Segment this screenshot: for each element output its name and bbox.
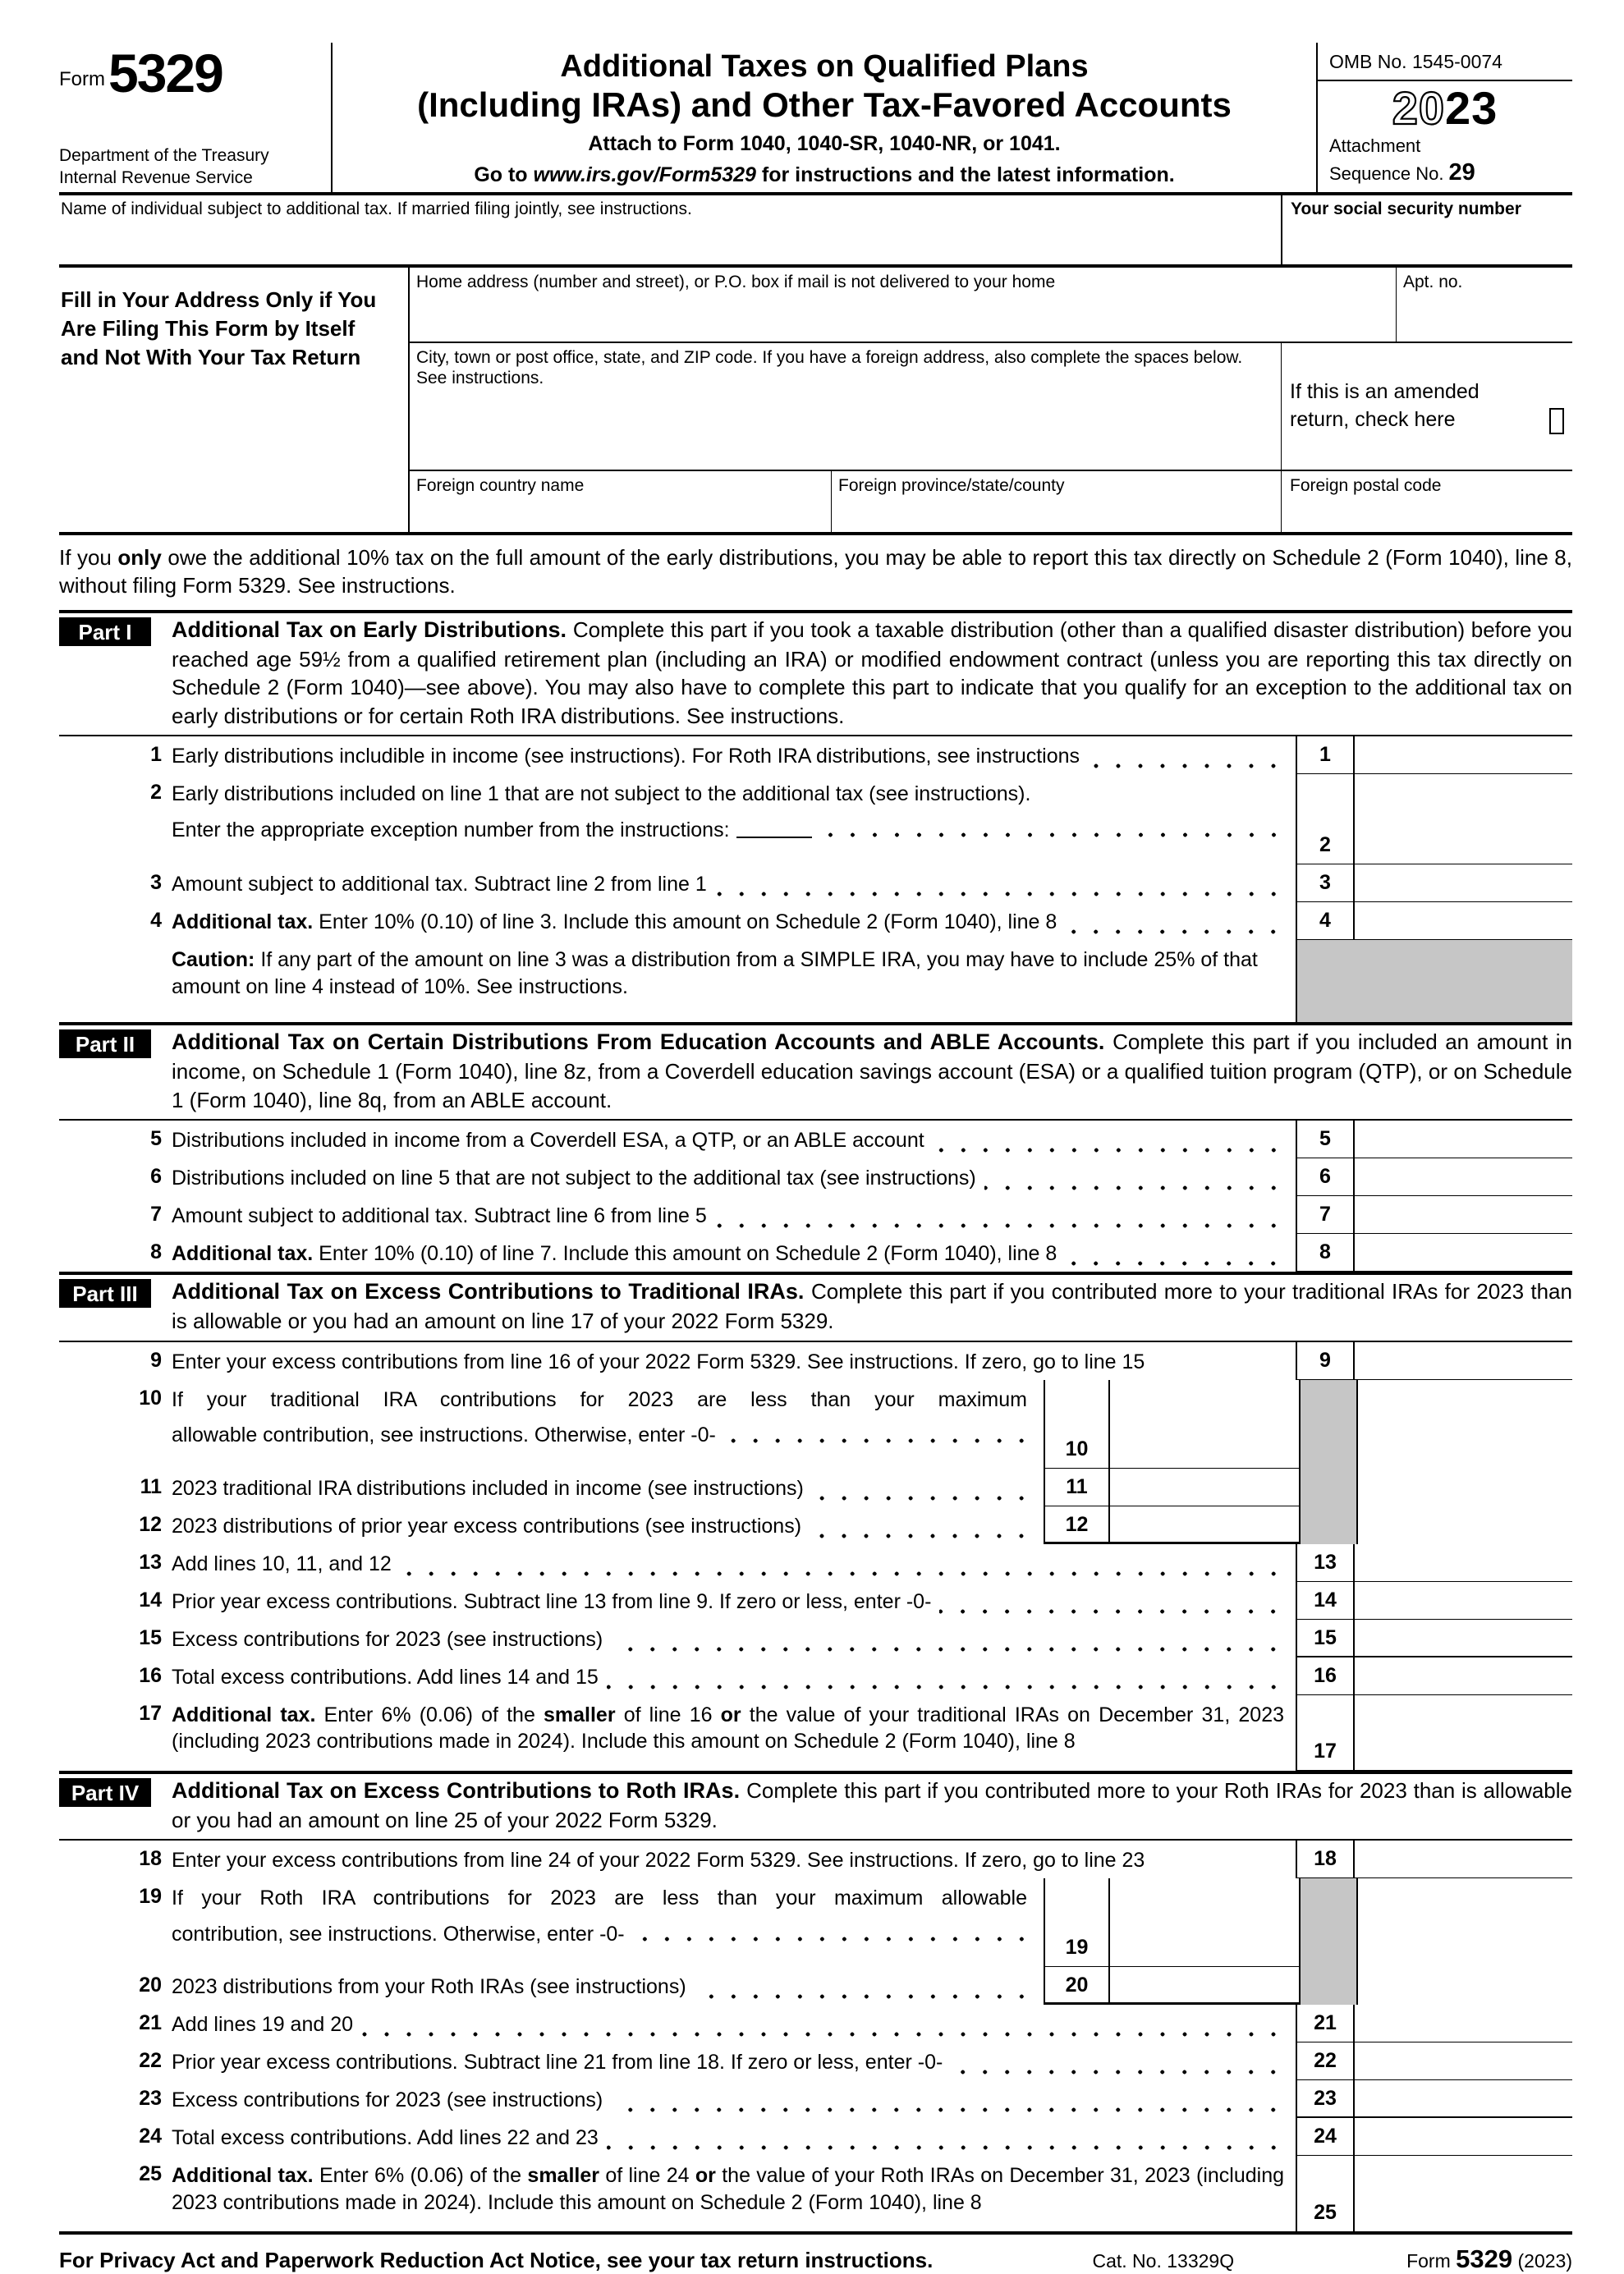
dot-leader bbox=[400, 1557, 1286, 1582]
line-6-text: Distributions included on line 5 that are not subject to the additional tax (see instructions) bbox=[172, 1167, 976, 1190]
line-22-box-number: 22 bbox=[1296, 2042, 1355, 2080]
line-7-row bbox=[59, 1196, 1572, 1234]
foreign-province-input-area[interactable] bbox=[838, 496, 1274, 520]
foreign-postal-field[interactable] bbox=[1281, 471, 1572, 532]
line-9-row bbox=[59, 1342, 1572, 1380]
line-7-number: 7 bbox=[150, 1203, 162, 1226]
line-2-box-number: 2 bbox=[1296, 774, 1355, 864]
line-22-row bbox=[59, 2042, 1572, 2080]
name-input-area[interactable] bbox=[61, 219, 1274, 244]
line-16-text: Total excess contributions. Add lines 14 and 15 bbox=[172, 1665, 599, 1689]
line-21-number: 21 bbox=[139, 2011, 162, 2035]
line-14-text: Prior year excess contributions. Subtract line 13 from line 9. If zero or less, enter -0- bbox=[172, 1589, 932, 1613]
line-19-number: 19 bbox=[139, 1885, 162, 1909]
dot-leader bbox=[695, 1980, 1034, 2005]
line-21-box-number: 21 bbox=[1296, 2005, 1355, 2042]
line-8-bold: Additional tax. bbox=[172, 1242, 314, 1266]
line-19-text2: contribution, see instructions. Otherwise, enter -0- bbox=[172, 1922, 625, 1946]
line-13-row bbox=[59, 1544, 1572, 1582]
line-11-text: 2023 traditional IRA distributions included in income (see instructions) bbox=[172, 1476, 804, 1500]
line-14-row bbox=[59, 1582, 1572, 1620]
attach-instruction: Attach to Form 1040, 1040-SR, 1040-NR, or 1041. bbox=[588, 131, 1061, 155]
line-1-row bbox=[59, 736, 1572, 774]
shaded-cell bbox=[1299, 1967, 1358, 2005]
line-8-amount[interactable] bbox=[1355, 1234, 1572, 1272]
part2-header bbox=[59, 1022, 1572, 1121]
line-18-number: 18 bbox=[139, 1847, 162, 1871]
dot-leader bbox=[611, 1633, 1286, 1657]
line-18-box-number: 18 bbox=[1296, 1841, 1355, 1878]
apt-no-field[interactable] bbox=[1396, 268, 1572, 342]
line-24-number: 24 bbox=[139, 2125, 162, 2148]
line-21-amount[interactable] bbox=[1355, 2005, 1572, 2042]
line-8-box-number: 8 bbox=[1296, 1234, 1355, 1272]
line-12-row bbox=[59, 1506, 1572, 1544]
line-1-box-number: 1 bbox=[1296, 736, 1355, 774]
foreign-country-input-area[interactable] bbox=[416, 496, 824, 520]
part3-label: Part III bbox=[59, 1279, 151, 1308]
line-10-number: 10 bbox=[139, 1386, 162, 1410]
line-23-text: Excess contributions for 2023 (see instructions) bbox=[172, 2088, 603, 2112]
line-21-row bbox=[59, 2005, 1572, 2042]
amended-return-cell bbox=[1281, 343, 1572, 470]
part1-header bbox=[59, 610, 1572, 737]
line-15-text: Excess contributions for 2023 (see instructions) bbox=[172, 1627, 603, 1651]
line-8-row bbox=[59, 1234, 1572, 1272]
line-3-amount[interactable] bbox=[1355, 864, 1572, 902]
line-24-amount[interactable] bbox=[1355, 2118, 1572, 2156]
dot-leader bbox=[611, 2093, 1286, 2118]
name-label: Name of individual subject to additional tax. If married filing jointly, see instructions. bbox=[61, 199, 692, 218]
line-14-box-number: 14 bbox=[1296, 1582, 1355, 1620]
dot-leader bbox=[607, 1671, 1286, 1695]
line-4-box-number: 4 bbox=[1296, 902, 1355, 940]
line-23-amount[interactable] bbox=[1355, 2080, 1572, 2118]
line-8-number: 8 bbox=[150, 1240, 162, 1264]
line-3-row bbox=[59, 864, 1572, 902]
catalog-number: Cat. No. 13329Q bbox=[1092, 2250, 1235, 2272]
omb-block bbox=[1316, 43, 1572, 192]
dot-leader bbox=[810, 1520, 1034, 1544]
line-20-box-number: 20 bbox=[1044, 1967, 1110, 2005]
line-16-amount[interactable] bbox=[1355, 1657, 1572, 1695]
line-20-number: 20 bbox=[139, 1974, 162, 1997]
line-2-number: 2 bbox=[150, 781, 162, 805]
line-3-box-number: 3 bbox=[1296, 864, 1355, 902]
line-2-text1: Early distributions included on line 1 that are not subject to the additional tax (see instructions). bbox=[172, 782, 1031, 806]
dot-leader bbox=[984, 1171, 1286, 1196]
line-1-number: 1 bbox=[150, 743, 162, 767]
ssn-input-area[interactable] bbox=[1291, 219, 1572, 244]
line-15-box-number: 15 bbox=[1296, 1620, 1355, 1657]
line-20-row bbox=[59, 1967, 1572, 2005]
dot-leader bbox=[1088, 750, 1286, 774]
dot-leader bbox=[1065, 1247, 1286, 1272]
line-18-amount[interactable] bbox=[1355, 1841, 1572, 1878]
dot-leader bbox=[607, 2131, 1286, 2156]
exception-number-blank[interactable] bbox=[736, 817, 812, 838]
line-13-box-number: 13 bbox=[1296, 1544, 1355, 1582]
line-19-box-number: 19 bbox=[1044, 1878, 1110, 1967]
apt-no-input-area[interactable] bbox=[1403, 292, 1572, 317]
line-14-amount[interactable] bbox=[1355, 1582, 1572, 1620]
dot-leader bbox=[939, 1595, 1286, 1620]
line-16-number: 16 bbox=[139, 1663, 162, 1687]
line-17-text: Additional tax. Enter 6% (0.06) of the smaller of line 16 or the value of your traditional IRAs on December 31, 2023 (including 2023 contributions made in 2024). Include this amount on Schedule 2 (Form 1040), line 8 bbox=[172, 1703, 1285, 1754]
line-9-amount[interactable] bbox=[1355, 1342, 1572, 1380]
amended-return-checkbox[interactable] bbox=[1549, 408, 1564, 434]
line-10-box-number: 10 bbox=[1044, 1380, 1110, 1469]
line-15-amount[interactable] bbox=[1355, 1620, 1572, 1657]
line-4-text: Enter 10% (0.10) of line 3. Include this amount on Schedule 2 (Form 1040), line 8 bbox=[313, 910, 1057, 934]
part1-description: Additional Tax on Early Distributions. Complete this part if you took a taxable distribution (other than a qualified disaster distribution) before you reached age 59½ from a qualified retirement plan (including an IRA) or modified endowment contract (unless you are reporting this tax directly on Schedule 2 (Form 1040)—see above). You may also have to complete this part to indicate that you qualify for an exception to the additional tax on early distributions or for certain Roth IRA distributions. See instructions. bbox=[172, 617, 1572, 728]
line-25-box-number: 25 bbox=[1296, 2156, 1355, 2231]
line-17-box-number: 17 bbox=[1296, 1695, 1355, 1771]
dot-leader bbox=[724, 1424, 1034, 1449]
line-16-row bbox=[59, 1657, 1572, 1695]
line-10-text2: allowable contribution, see instructions. Otherwise, enter -0- bbox=[172, 1424, 716, 1447]
line-4-amount[interactable] bbox=[1355, 902, 1572, 940]
caution-row bbox=[59, 940, 1572, 1022]
dept-treasury: Department of the Treasury bbox=[59, 146, 269, 166]
shaded-cell bbox=[1299, 1469, 1358, 1506]
dot-leader bbox=[715, 1209, 1286, 1234]
dot-leader bbox=[1065, 915, 1286, 940]
line-11-row bbox=[59, 1469, 1572, 1506]
line-9-text: Enter your excess contributions from line 16 of your 2022 Form 5329. See instructions. If zero, go to line 15 bbox=[172, 1350, 1145, 1373]
line-7-box-number: 7 bbox=[1296, 1196, 1355, 1234]
city-state-zip-label: City, town or post office, state, and ZIP code. If you have a foreign address, also complete the spaces below. See instructions. bbox=[416, 347, 1243, 388]
line-1-amount[interactable] bbox=[1355, 736, 1572, 774]
caution-text: If any part of the amount on line 3 was a distribution from a SIMPLE IRA, you may have to include 25% of that amount on line 4 instead of 10%. See instructions. bbox=[172, 948, 1258, 998]
line-24-box-number: 24 bbox=[1296, 2118, 1355, 2156]
line-22-amount[interactable] bbox=[1355, 2042, 1572, 2080]
line-25-number: 25 bbox=[139, 2162, 162, 2186]
line-23-number: 23 bbox=[139, 2087, 162, 2111]
line-8-text: Enter 10% (0.10) of line 7. Include this amount on Schedule 2 (Form 1040), line 8 bbox=[313, 1242, 1057, 1266]
form-title-line2: (Including IRAs) and Other Tax-Favored Accounts bbox=[417, 85, 1232, 124]
goto-instruction[interactable]: Go to www.irs.gov/Form5329 for instructions and the latest information. bbox=[474, 163, 1175, 186]
line-25-text: Additional tax. Enter 6% (0.06) of the smaller of line 24 or the value of your Roth IRAs on December 31, 2023 (including 2023 contributions made in 2024). Include this amount on Schedule 2 (Form 1040), line 8 bbox=[172, 2164, 1285, 2214]
line-4-row bbox=[59, 902, 1572, 940]
dot-leader bbox=[633, 1923, 1034, 1947]
address-block bbox=[59, 268, 1572, 535]
line-11-amount[interactable] bbox=[1110, 1469, 1299, 1506]
attachment-sequence: Attachment Sequence No. 29 bbox=[1329, 135, 1475, 186]
line-13-number: 13 bbox=[139, 1550, 162, 1574]
form-word: Form bbox=[59, 67, 105, 90]
foreign-postal-label: Foreign postal code bbox=[1290, 475, 1442, 495]
line-24-row bbox=[59, 2118, 1572, 2156]
line-3-number: 3 bbox=[150, 871, 162, 895]
line-6-row bbox=[59, 1158, 1572, 1196]
foreign-country-label: Foreign country name bbox=[416, 475, 585, 495]
line-7-amount[interactable] bbox=[1355, 1196, 1572, 1234]
part2-description: Additional Tax on Certain Distributions From Education Accounts and ABLE Accounts. Complete this part if you included an amount in income, on Schedule 1 (Form 1040), line 8z, from a Coverdell education savings account (ESA) or a qualified tuition program (QTP), or on Schedule 1 (Form 1040), line 8q, from an ABLE account. bbox=[172, 1029, 1572, 1112]
line-23-box-number: 23 bbox=[1296, 2080, 1355, 2118]
line-16-box-number: 16 bbox=[1296, 1657, 1355, 1695]
line-5-box-number: 5 bbox=[1296, 1121, 1355, 1158]
dot-leader bbox=[361, 2018, 1286, 2042]
part4-header bbox=[59, 1771, 1572, 1841]
dept-irs: Internal Revenue Service bbox=[59, 167, 253, 187]
caution-bold: Caution: bbox=[172, 948, 255, 972]
form-title-line1: Additional Taxes on Qualified Plans bbox=[560, 49, 1089, 84]
line-9-box-number: 9 bbox=[1296, 1342, 1355, 1380]
dot-leader bbox=[820, 818, 1286, 843]
name-field[interactable] bbox=[59, 195, 1281, 264]
omb-number: OMB No. 1545-0074 bbox=[1318, 43, 1572, 81]
line-5-amount[interactable] bbox=[1355, 1121, 1572, 1158]
foreign-postal-input-area[interactable] bbox=[1290, 496, 1572, 520]
line-23-row bbox=[59, 2080, 1572, 2118]
dot-leader bbox=[812, 1482, 1034, 1506]
line-7-text: Amount subject to additional tax. Subtract line 6 from line 5 bbox=[172, 1204, 707, 1228]
address-fields bbox=[408, 268, 1572, 532]
line-12-box-number: 12 bbox=[1044, 1506, 1110, 1544]
part3-description: Additional Tax on Excess Contributions to Traditional IRAs. Complete this part if you contributed more to your traditional IRAs for 2023 than is allowable or you had an amount on line 17 of your 2022 Form 5329. bbox=[172, 1279, 1572, 1334]
part4-description: Additional Tax on Excess Contributions to Roth IRAs. Complete this part if you contributed more to your Roth IRAs for 2023 than is allowable or you had an amount on line 25 of your 2022 Form 5329. bbox=[172, 1777, 1572, 1832]
line-6-box-number: 6 bbox=[1296, 1158, 1355, 1196]
dot-leader bbox=[933, 1134, 1286, 1158]
line-12-number: 12 bbox=[139, 1512, 162, 1536]
line-21-text: Add lines 19 and 20 bbox=[172, 2013, 354, 2037]
address-sidebar-note: Fill in Your Address Only if You Are Filing This Form by Itself and Not With Your Tax Return bbox=[61, 287, 377, 370]
line-13-text: Add lines 10, 11, and 12 bbox=[172, 1552, 392, 1575]
line-25-row bbox=[59, 2156, 1572, 2231]
line-18-text: Enter your excess contributions from line 24 of your 2022 Form 5329. See instructions. If zero, go to line 23 bbox=[172, 1849, 1145, 1873]
line-19-text1: If your Roth IRA contributions for 2023 are less than your maximum allowable bbox=[172, 1887, 1027, 1910]
line-22-text: Prior year excess contributions. Subtract line 21 from line 18. If zero or less, enter -0- bbox=[172, 2051, 943, 2075]
form-header bbox=[59, 43, 1572, 195]
line-3-text: Amount subject to additional tax. Subtract line 2 from line 1 bbox=[172, 873, 707, 896]
shaded-cell bbox=[1299, 1380, 1358, 1469]
line-2-row bbox=[59, 774, 1572, 864]
shaded-cell bbox=[1299, 1506, 1358, 1544]
ssn-label: Your social security number bbox=[1291, 199, 1521, 218]
form-number-block bbox=[59, 43, 333, 192]
line-19-row bbox=[59, 1878, 1572, 1967]
part4-label: Part IV bbox=[59, 1778, 151, 1807]
home-address-input-area[interactable] bbox=[416, 292, 1389, 317]
form-footer bbox=[59, 2231, 1572, 2274]
form-number: 5329 bbox=[108, 43, 222, 103]
line-25-amount[interactable] bbox=[1355, 2156, 1572, 2231]
identity-row bbox=[59, 195, 1572, 268]
line-19-amount[interactable] bbox=[1110, 1878, 1299, 1967]
line-4-bold: Additional tax. bbox=[172, 910, 314, 934]
line-12-amount[interactable] bbox=[1110, 1506, 1299, 1544]
footer-form-id: Form 5329 (2023) bbox=[1406, 2244, 1572, 2274]
line-22-number: 22 bbox=[139, 2049, 162, 2073]
line-2-text2: Enter the appropriate exception number from the instructions: bbox=[172, 818, 730, 841]
city-state-zip-field[interactable] bbox=[410, 343, 1281, 470]
foreign-province-field[interactable] bbox=[831, 471, 1281, 532]
ssn-field[interactable] bbox=[1281, 195, 1572, 264]
line-11-number: 11 bbox=[140, 1474, 162, 1498]
part2-label: Part II bbox=[59, 1029, 151, 1058]
line-1-text: Early distributions includible in income (see instructions). For Roth IRA distributions, see instructions bbox=[172, 745, 1080, 768]
line-15-row bbox=[59, 1620, 1572, 1657]
privacy-notice: For Privacy Act and Paperwork Reduction Act Notice, see your tax return instructions. bbox=[59, 2248, 934, 2273]
amended-return-label: If this is an amended return, check here bbox=[1290, 380, 1479, 431]
line-6-amount[interactable] bbox=[1355, 1158, 1572, 1196]
intro-paragraph: If you only owe the additional 10% tax on the full amount of the early distributions, you may be able to report this tax directly on Schedule 2 (Form 1040), line 8, without filing Form 5329. See instructions. bbox=[59, 544, 1572, 598]
shaded-cell bbox=[1296, 940, 1572, 1022]
part1-label: Part I bbox=[59, 617, 151, 646]
line-9-number: 9 bbox=[150, 1348, 162, 1372]
city-state-zip-input-area[interactable] bbox=[416, 388, 1274, 413]
line-18-row bbox=[59, 1841, 1572, 1878]
line-4-number: 4 bbox=[150, 909, 162, 933]
tax-year: 2023 bbox=[1392, 82, 1498, 134]
line-17-number: 17 bbox=[139, 1701, 162, 1725]
line-14-number: 14 bbox=[139, 1588, 162, 1612]
foreign-country-field[interactable] bbox=[410, 471, 831, 532]
dot-leader bbox=[715, 878, 1286, 902]
form-title-block bbox=[333, 43, 1316, 192]
line-10-amount[interactable] bbox=[1110, 1380, 1299, 1469]
line-20-amount[interactable] bbox=[1110, 1967, 1299, 2005]
shaded-cell bbox=[1299, 1878, 1358, 1967]
line-5-number: 5 bbox=[150, 1127, 162, 1151]
dot-leader bbox=[951, 2056, 1286, 2080]
line-11-box-number: 11 bbox=[1044, 1469, 1110, 1506]
line-17-amount[interactable] bbox=[1355, 1695, 1572, 1771]
line-12-text: 2023 distributions of prior year excess contributions (see instructions) bbox=[172, 1514, 802, 1538]
part3-header bbox=[59, 1272, 1572, 1341]
line-6-number: 6 bbox=[150, 1165, 162, 1189]
apt-no-label: Apt. no. bbox=[1403, 272, 1463, 291]
home-address-field[interactable] bbox=[410, 268, 1396, 342]
line-17-row bbox=[59, 1695, 1572, 1771]
line-5-text: Distributions included in income from a Coverdell ESA, a QTP, or an ABLE account bbox=[172, 1129, 924, 1153]
line-20-text: 2023 distributions from your Roth IRAs (see instructions) bbox=[172, 1975, 686, 1999]
line-15-number: 15 bbox=[139, 1625, 162, 1649]
line-10-text1: If your traditional IRA contributions for 2023 are less than your maximum bbox=[172, 1387, 1027, 1411]
foreign-province-label: Foreign province/state/county bbox=[838, 475, 1065, 495]
line-2-amount[interactable] bbox=[1355, 774, 1572, 864]
home-address-label: Home address (number and street), or P.O. box if mail is not delivered to your home bbox=[416, 272, 1056, 291]
line-24-text: Total excess contributions. Add lines 22 and 23 bbox=[172, 2126, 599, 2150]
line-5-row bbox=[59, 1121, 1572, 1158]
line-10-row bbox=[59, 1380, 1572, 1469]
line-13-amount[interactable] bbox=[1355, 1544, 1572, 1582]
